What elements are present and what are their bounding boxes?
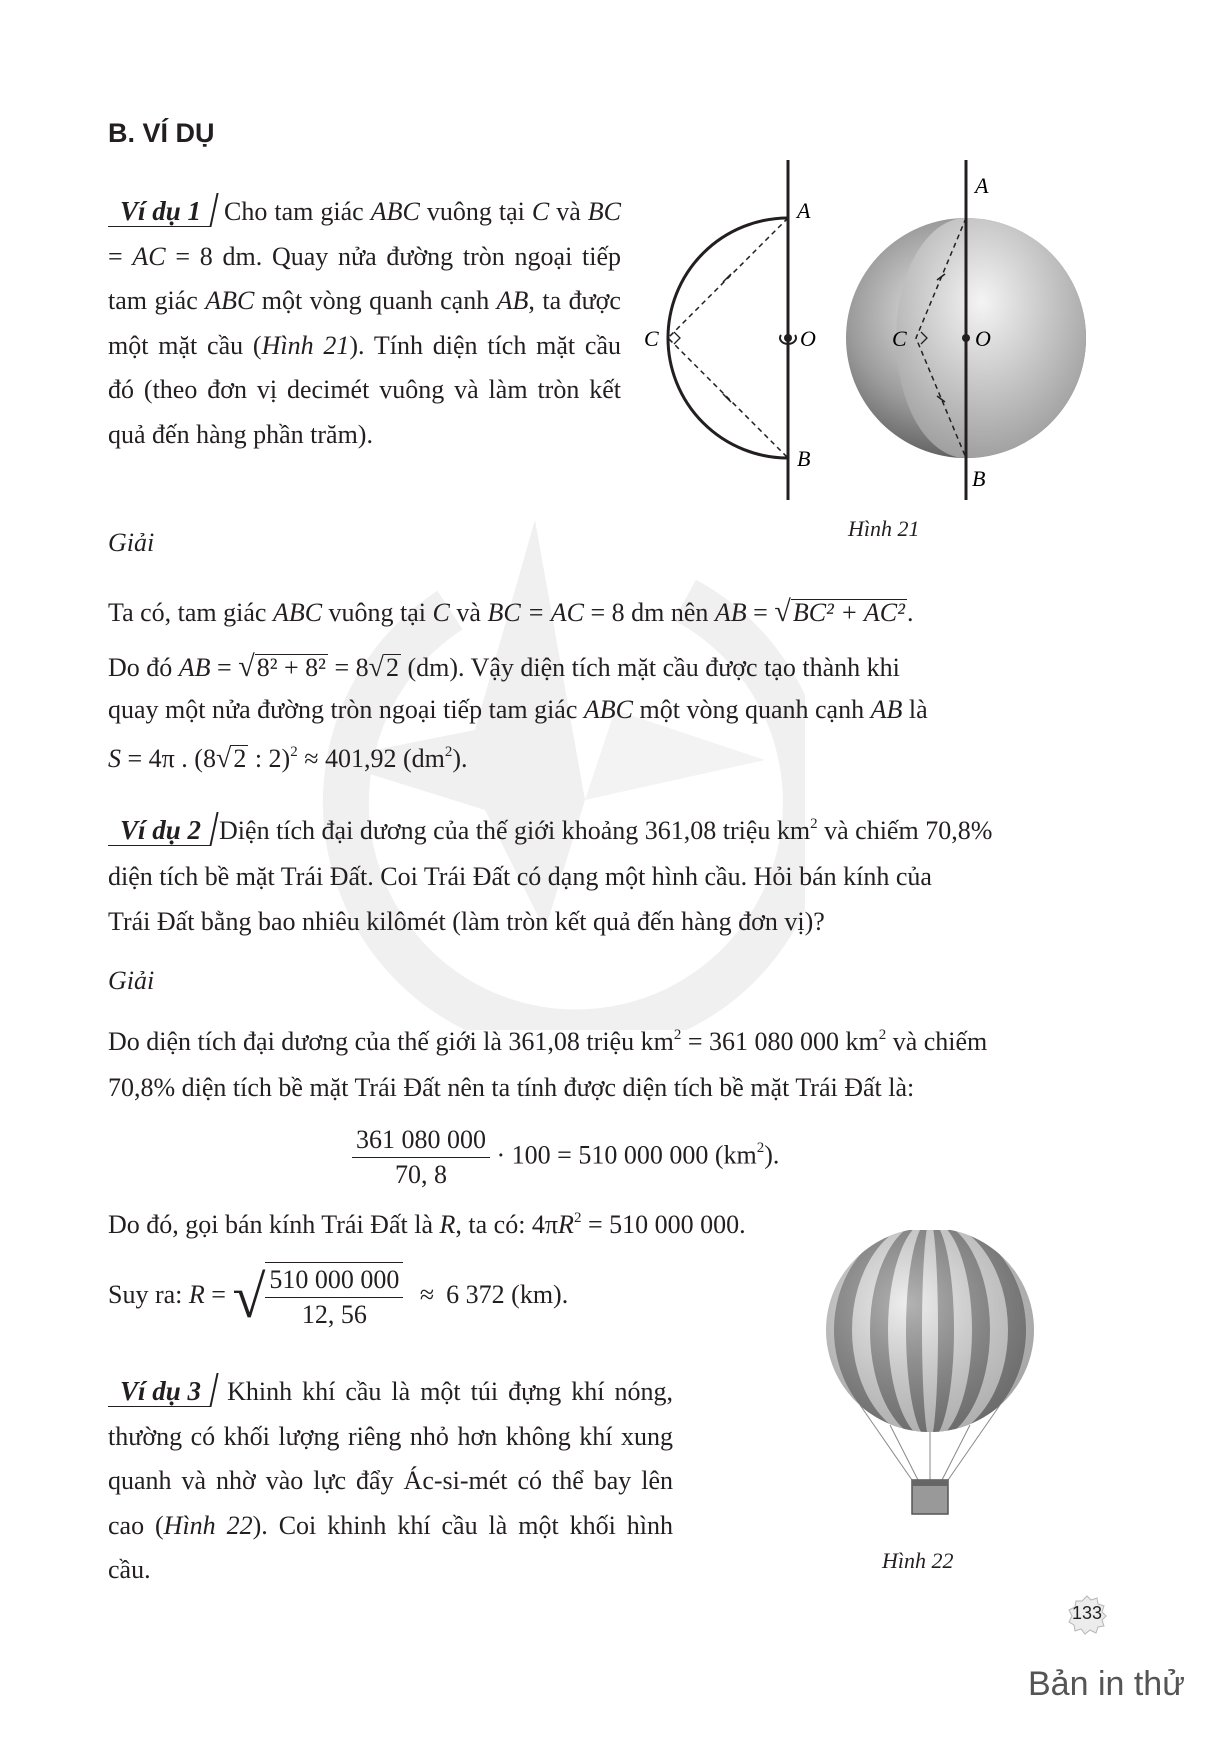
triangle-legs-left <box>668 218 788 458</box>
example2-solution-label: Giải <box>108 966 155 995</box>
example3-tag: Ví dụ 3 <box>108 1376 211 1407</box>
svg-text:O: O <box>800 326 816 351</box>
figure-21 <box>640 155 1100 500</box>
example2-tag: Ví dụ 2 <box>108 815 211 846</box>
figure-22-balloon <box>820 1230 1040 1550</box>
svg-text:O: O <box>975 326 991 351</box>
page-number: 133 <box>1071 1603 1103 1623</box>
example2-solution-line3: Do đó, gọi bán kính Trái Đất là R, ta có: $4\pi R^2 = 510$ 000 000. <box>108 1210 746 1239</box>
svg-text:C: C <box>892 326 907 351</box>
figure-22-caption: Hình 22 <box>882 1548 954 1573</box>
example2-equation2: Suy ra: R = √ $\frac{510 000 000}{12, 56}$ ≈ 6 372 (km). <box>108 1264 569 1330</box>
figure-21-caption: Hình 21 <box>848 516 920 541</box>
svg-text:A: A <box>797 198 811 223</box>
svg-text:B: B <box>797 446 811 471</box>
balloon-envelope <box>820 1230 1040 1440</box>
example2-line3: Trái Đất bằng bao nhiêu kilômét (làm tròn kết quả đến hàng đơn vị)? <box>108 907 825 936</box>
example1-solution-line2: Do đó AB = √8² + 8² = 8√2 (dm). Vậy diện tích mặt cầu được tạo thành khi <box>108 650 900 683</box>
example1-solution-line3: quay một nửa đường tròn ngoại tiếp tam giác ABC một vòng quanh cạnh AB là <box>108 695 928 724</box>
example2-solution-line1: Do diện tích đại dương của thế giới là 361,08 triệu $km^2 = 361$ 080 000 $km^2$ và chiếm <box>108 1027 988 1056</box>
svg-text:C: C <box>644 326 659 351</box>
footer-draft-label: Bản in thử <box>1028 1665 1185 1703</box>
example2-equation1: $\frac{361 080 000}{70, 8}$ · 100 = 510 000 000 $(km^2)$. <box>352 1123 779 1192</box>
example1-solution-label: Giải <box>108 528 155 557</box>
example2-line2: diện tích bề mặt Trái Đất. Coi Trái Đất có dạng một hình cầu. Hỏi bán kính của <box>108 862 932 891</box>
center-point-left <box>784 334 792 342</box>
example3-text: Ví dụ 3 Khinh khí cầu là một túi đựng khí nóng, thường có khối lượng riêng nhỏ hơn không khí xung quanh và nhờ vào lực đẩy Ác-si-mét có thể bay lên cao (Hình 22). Coi khinh khí cầu là một khối hình cầu. <box>108 1376 674 1584</box>
example1-solution-line4: S = 4π . (8√2 : 2)$^2$ ≈ 401,92 $(dm^2)$. <box>108 743 468 774</box>
example2-line1: Ví dụ 2 Diện tích đại dương của thế giới khoảng 361,08 triệu $km^2$ và chiếm 70,8% <box>108 815 992 846</box>
half-circle <box>668 218 788 458</box>
page-number-badge <box>1066 1594 1108 1636</box>
example1-problem: Ví dụ 1 Cho tam giác ABC vuông tại C và BC = AC = 8 dm. Quay nửa đường tròn ngoại tiếp tam giác ABC một vòng quanh cạnh AB, ta được một mặt cầu (Hình 21). Tính diện tích mặt cầu đó (theo đơn vị decimét vuông và làm tròn kết quả đến hàng phần trăm). <box>108 196 622 449</box>
svg-text:A: A <box>975 173 989 198</box>
example2-solution-line2: 70,8% diện tích bề mặt Trái Đất nên ta tính được diện tích bề mặt Trái Đất là: <box>108 1073 915 1102</box>
example1-solution-line1: Ta có, tam giác ABC vuông tại C và BC = AC = 8 dm nên AB = √BC² + AC². <box>108 595 914 628</box>
right-angle-left <box>674 332 680 344</box>
svg-text:B: B <box>972 466 986 491</box>
section-heading: B. VÍ DỤ <box>108 118 215 148</box>
example1-tag: Ví dụ 1 <box>108 196 211 227</box>
